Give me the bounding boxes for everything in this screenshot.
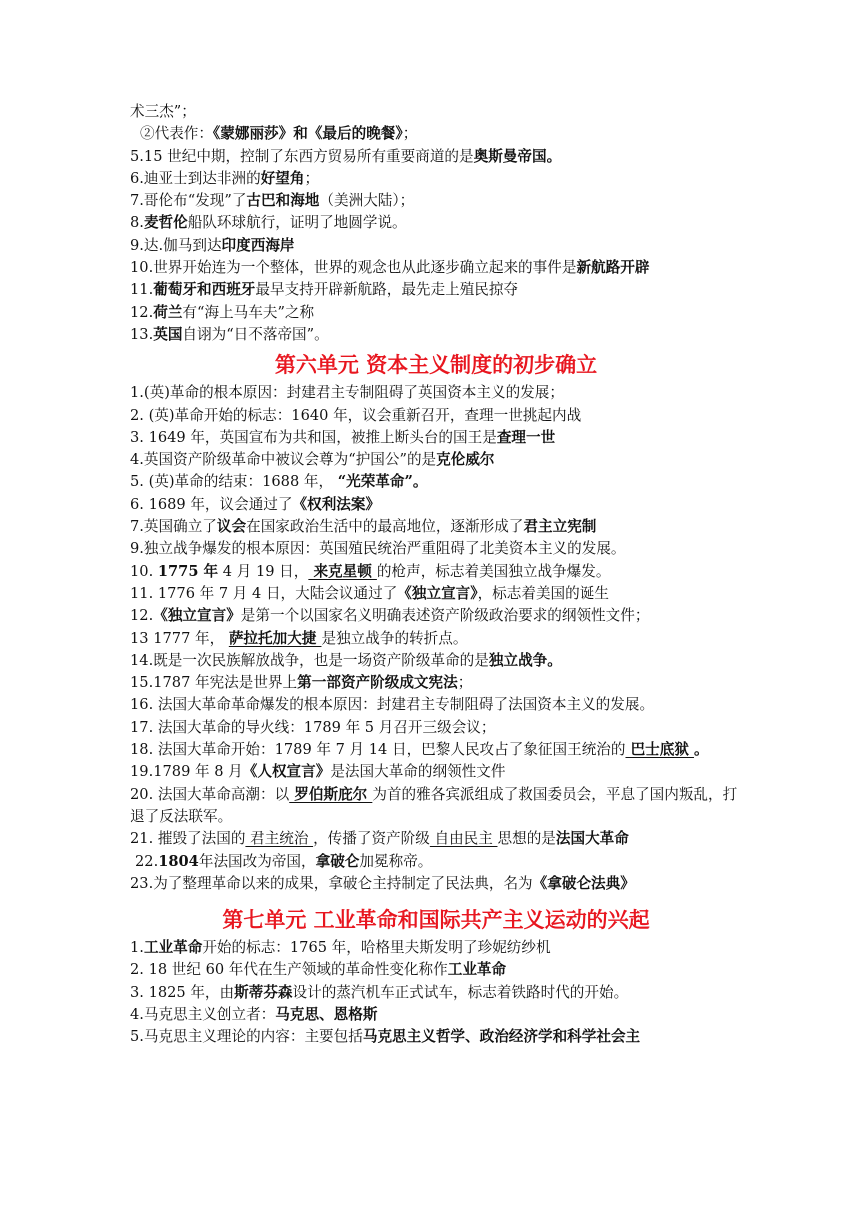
text-run: 11. 1776 年 7 月 4 日，大陆会议通过了 xyxy=(130,584,398,602)
text-line xyxy=(130,324,742,346)
text-run: 15.1787 年宪法是世界上 xyxy=(130,674,298,692)
text-run: 5.马克思主义理论的内容：主要包括 xyxy=(130,1028,363,1046)
text-line xyxy=(130,302,742,324)
text-run: 年法国改为帝国， xyxy=(198,852,316,870)
text-run: 加冕称帝。 xyxy=(359,852,433,870)
text-run: 20. 法国大革命高潮：以 xyxy=(130,785,290,803)
text-line xyxy=(130,583,742,605)
bold-text: 来克星顿 xyxy=(308,562,377,580)
bold-text: 君主立宪制 xyxy=(523,518,597,536)
text-run: ； xyxy=(457,674,473,692)
text-run: 最早支持开辟新航路，最先走上殖民掠夺 xyxy=(255,281,519,299)
bold-text: 。 xyxy=(694,741,709,759)
text-run: 9.达.伽马到达 xyxy=(130,236,222,254)
text-run: 思想的是 xyxy=(497,830,556,848)
text-run: 11. xyxy=(130,281,154,299)
text-line xyxy=(130,851,742,873)
text-line xyxy=(130,538,742,560)
bold-text: 工业革命 xyxy=(447,961,507,979)
section-unit6 xyxy=(130,382,742,895)
text-line xyxy=(130,959,742,981)
text-run: 有“海上马车夫”之称 xyxy=(182,303,315,321)
text-line xyxy=(130,717,742,739)
bold-text: 奥斯曼帝国。 xyxy=(473,147,562,165)
text-run: 7.哥伦布“发现”了 xyxy=(130,192,247,210)
document-content xyxy=(130,101,742,1049)
text-line xyxy=(130,828,742,850)
text-line xyxy=(130,123,742,145)
bold-text: 好望角 xyxy=(260,169,305,187)
text-run: 23.为了整理革命以来的成果，拿破仑主持制定了民法典，名为 xyxy=(130,874,533,892)
text-line xyxy=(130,937,742,959)
bold-text: 《权利法案》 xyxy=(292,495,381,513)
text-line xyxy=(130,873,742,895)
text-run: 14.既是一次民族解放战争，也是一场资产阶级革命的是 xyxy=(130,651,489,669)
text-line xyxy=(130,1026,742,1048)
section-unit7 xyxy=(130,937,742,1048)
text-line xyxy=(130,561,742,583)
text-line xyxy=(130,427,742,449)
bold-text: 斯蒂芬森 xyxy=(234,983,293,1001)
bold-text: 葡萄牙和西班牙 xyxy=(153,281,256,299)
text-line xyxy=(130,761,742,783)
bold-text: 法国大革命 xyxy=(555,830,629,848)
text-run: 1.(英)革命的根本原因：封建君主专制阻碍了英国资本主义的发展； xyxy=(130,384,564,402)
text-line xyxy=(130,628,742,650)
bold-text: 英国 xyxy=(153,325,183,343)
text-line xyxy=(130,471,742,493)
text-run: ； xyxy=(402,125,418,143)
text-run: 的枪声，标志着美国独立战争爆发。 xyxy=(376,562,611,580)
text-run: ； xyxy=(304,169,320,187)
text-run: 4.英国资产阶级革命中被议会尊为“护国公”的是 xyxy=(130,451,437,469)
text-run: 5.15 世纪中期，控制了东西方贸易所有重要商道的是 xyxy=(130,147,474,165)
text-run: 是第一个以国家名义明确表述资产阶级政治要求的纲领性文件； xyxy=(240,607,650,625)
section-unit5-tail xyxy=(130,101,742,346)
bold-text: 1775 年 xyxy=(157,562,219,580)
bold-text: 印度西海岸 xyxy=(221,236,295,254)
bold-text: 第一部资产阶级成文宪法 xyxy=(297,674,458,692)
text-line xyxy=(130,190,742,212)
bold-text: 马克思主义哲学、政治经济学和科学社会主 xyxy=(362,1028,641,1046)
text-run: 6.迪亚士到达非洲的 xyxy=(130,169,261,187)
text-run: 3. 1649 年，英国宣布为共和国，被推上断头台的国王是 xyxy=(130,428,497,446)
text-line xyxy=(130,257,742,279)
text-run: 8. xyxy=(130,214,144,232)
text-run: 13. xyxy=(130,325,154,343)
text-run: 设计的蒸汽机车正式试车，标志着铁路时代的开始。 xyxy=(292,983,629,1001)
text-run: （美洲大陆）； xyxy=(319,192,415,210)
text-line xyxy=(130,1004,742,1026)
text-line xyxy=(130,168,742,190)
bold-text: 巴士底狱 xyxy=(625,741,695,759)
bold-text: “光荣革命”。 xyxy=(337,473,428,491)
text-run: 在国家政治生活中的最高地位，逐渐形成了 xyxy=(246,518,524,536)
bold-text: 《人权宣言》 xyxy=(242,763,331,781)
text-line xyxy=(130,694,742,716)
text-run: 君主统治 xyxy=(245,830,314,848)
text-run: 船队环球航行，证明了地圆学说。 xyxy=(187,214,407,232)
text-line xyxy=(130,101,742,123)
text-run: 1. xyxy=(130,939,144,957)
text-run: ②代表作： xyxy=(140,125,213,143)
text-run: 9.独立战争爆发的根本原因：英国殖民统治严重阻碍了北美资本主义的发展。 xyxy=(130,540,626,558)
text-line xyxy=(130,212,742,234)
text-run: 16. 法国大革命革命爆发的根本原因：封建君主专制阻碍了法国资本主义的发展。 xyxy=(130,696,655,714)
text-line xyxy=(130,650,742,672)
bold-text: 麦哲伦 xyxy=(143,214,188,232)
text-run: ，传播了资产阶级 xyxy=(313,830,430,848)
bold-text: 独立战争。 xyxy=(488,651,562,669)
bold-text: 马克思、恩格斯 xyxy=(275,1005,378,1023)
text-run: 12. xyxy=(130,607,154,625)
text-run: 12. xyxy=(130,303,154,321)
bold-text: 《蒙娜丽莎》和《最后的晚餐》 xyxy=(212,125,403,143)
text-line xyxy=(130,516,742,538)
bold-text: 荷兰 xyxy=(153,303,183,321)
text-run: 开始的标志：1765 年，哈格里夫斯发明了珍妮纺纱机 xyxy=(202,939,551,957)
bold-text: 1804 xyxy=(158,852,199,870)
bold-text: 查理一世 xyxy=(496,428,556,446)
bold-text: 萨拉托加大捷 xyxy=(228,629,322,647)
text-run: 4.马克思主义创立者： xyxy=(130,1005,276,1023)
text-run: 19.1789 年 8 月 xyxy=(130,763,243,781)
text-line xyxy=(130,235,742,257)
text-run: 10.世界开始连为一个整体，世界的观念也从此逐步确立起来的事件是 xyxy=(130,259,577,277)
text-run: 18. 法国大革命开始：1789 年 7 月 14 日，巴黎人民攻占了象征国王统治的 xyxy=(130,741,626,759)
text-line xyxy=(130,982,742,1004)
text-run: 为首的雅各宾派组成了救国委员会，平息了国内叛乱，打退了反法联军。 xyxy=(130,785,738,825)
text-line xyxy=(130,382,742,404)
text-run: 13 1777 年， xyxy=(130,629,229,647)
bold-text: 罗伯斯庇尔 xyxy=(289,785,373,803)
text-line xyxy=(130,739,742,761)
text-line xyxy=(130,605,742,627)
text-line xyxy=(130,405,742,427)
bold-text: 克伦威尔 xyxy=(436,451,495,469)
text-run: 术三杰”； xyxy=(130,103,196,120)
text-run: 7.英国确立了 xyxy=(130,518,217,536)
text-line xyxy=(130,672,742,694)
text-line xyxy=(130,494,742,516)
bold-text: 《拿破仑法典》 xyxy=(532,874,635,892)
text-run: 6. 1689 年，议会通过了 xyxy=(130,495,293,513)
text-run: 21. 摧毁了法国的 xyxy=(130,830,246,848)
bold-text: 工业革命 xyxy=(143,939,203,957)
text-run: 4 月 19 日， xyxy=(218,562,309,580)
text-run: 5. (英)革命的结束：1688 年， xyxy=(130,473,338,491)
text-run: 22. xyxy=(135,852,159,870)
bold-text: 《独立宣言》 xyxy=(397,584,478,602)
text-run: 2. (英)革命开始的标志：1640 年，议会重新召开，查理一世挑起内战 xyxy=(130,406,582,424)
heading-unit-6: 第六单元 资本主义制度的初步确立 xyxy=(274,353,598,378)
bold-text: 《独立宣言》 xyxy=(153,607,241,625)
text-run: 2. 18 世纪 60 年代在生产领域的革命性变化称作 xyxy=(130,961,448,979)
text-line xyxy=(130,449,742,471)
text-run: 3. 1825 年，由 xyxy=(130,983,235,1001)
bold-text: 议会 xyxy=(216,518,247,536)
text-run: 17. 法国大革命的导火线：1789 年 5 月召开三级会议； xyxy=(130,718,496,736)
text-run: ，标志着美国的诞生 xyxy=(477,584,609,602)
text-run: 10. xyxy=(130,562,158,580)
text-run: 自诩为“日不落帝国”。 xyxy=(182,325,329,343)
text-line xyxy=(130,279,742,301)
bold-text: 古巴和海地 xyxy=(246,192,320,210)
text-line xyxy=(130,146,742,168)
heading-unit-7: 第七单元 工业革命和国际共产主义运动的兴起 xyxy=(222,908,650,933)
bold-text: 新航路开辟 xyxy=(576,259,650,277)
text-line xyxy=(130,784,742,829)
text-run: 是法国大革命的纲领性文件 xyxy=(330,763,506,781)
text-run: 自由民主 xyxy=(429,830,498,848)
text-run: 是独立战争的转折点。 xyxy=(321,629,468,647)
bold-text: 拿破仑 xyxy=(315,852,360,870)
